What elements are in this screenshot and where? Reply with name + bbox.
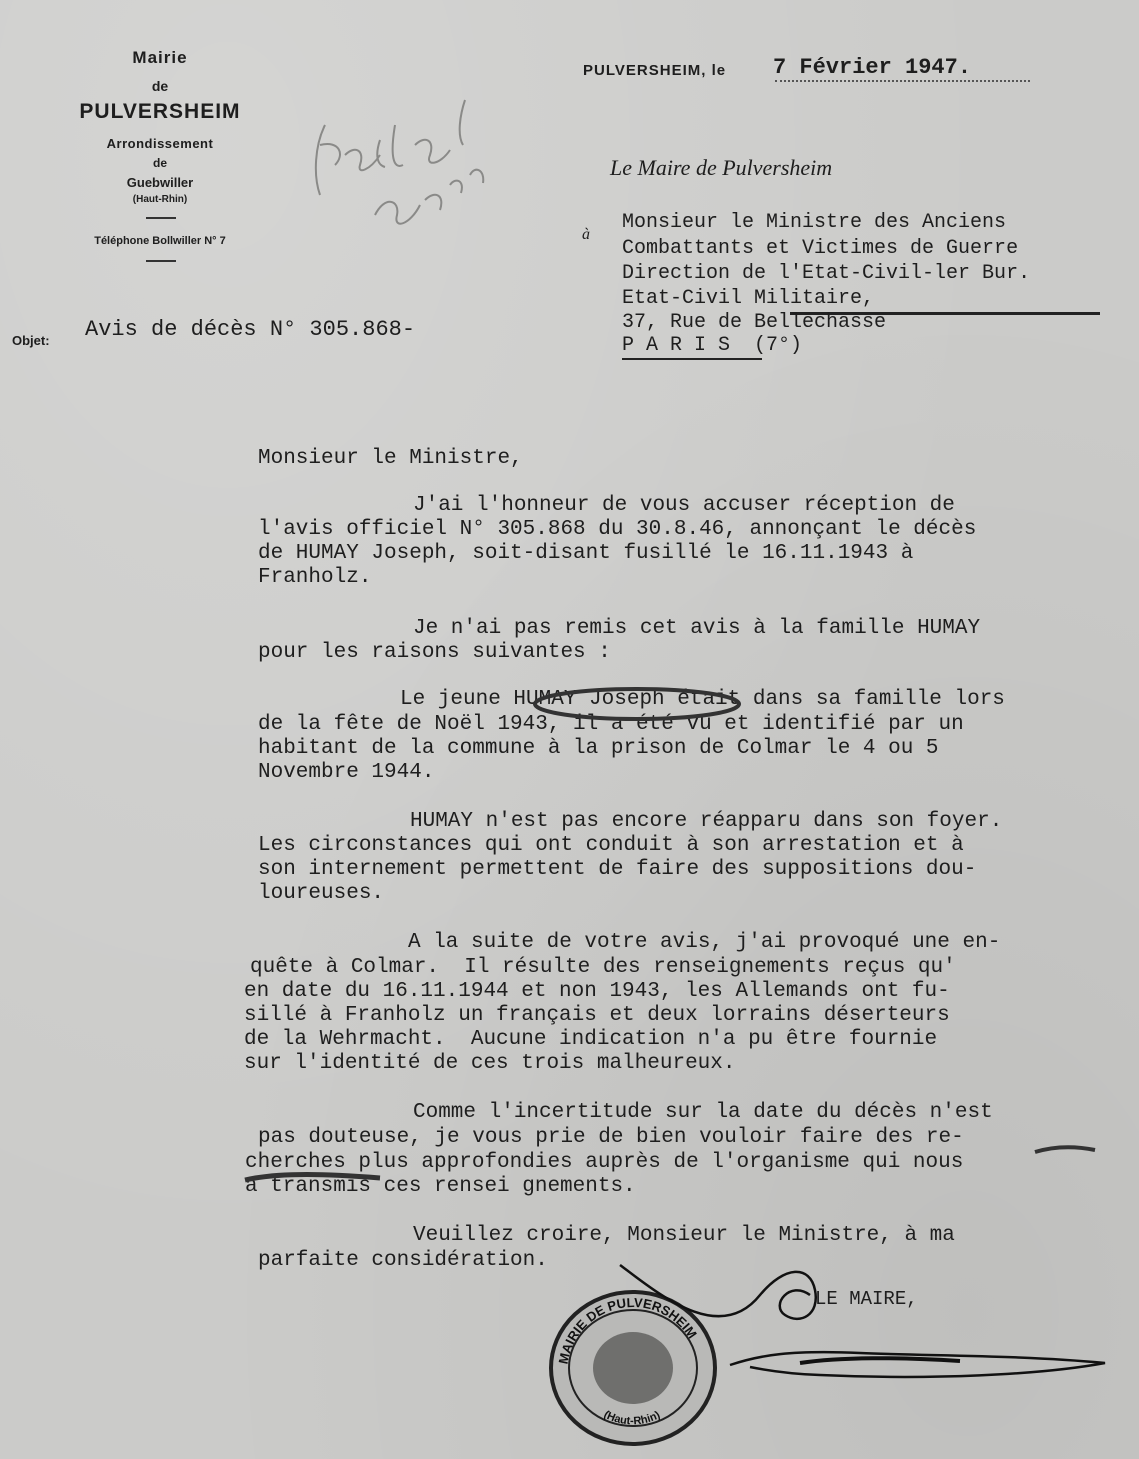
letterhead-divider [146, 260, 176, 262]
body-line: HUMAY n'est pas encore réapparu dans son foyer. [410, 810, 1003, 833]
letterhead-telephone: Téléphone Bollwiller N° 7 [94, 235, 226, 247]
body-line: cherches plus approfondies auprès de l'organisme qui nous [245, 1151, 964, 1174]
recipient-line: 37, Rue de Bellechasse [622, 311, 887, 334]
body-line: parfaite considération. [258, 1249, 548, 1272]
letterhead-town: PULVERSHEIM [79, 100, 241, 123]
recipient-line: Etat-Civil Militaire, [622, 287, 875, 310]
recipient-line: P A R I S (7°) [622, 334, 803, 357]
recipient-line: Direction de l'Etat-Civil-ler Bur. [622, 262, 1031, 285]
body-line: Veuillez croire, Monsieur le Ministre, à ma [413, 1224, 955, 1247]
body-line: en date du 16.11.1944 et non 1943, les Allemands ont fu- [244, 980, 950, 1003]
body-line: son internement permettent de faire des suppositions dou- [258, 858, 977, 881]
recipient-prefix: à [582, 226, 590, 243]
body-line: sur l'identité de ces trois malheureux. [244, 1052, 736, 1075]
body-line: J'ai l'honneur de vous accuser réception de [413, 494, 955, 517]
body-line: de la fête de Noël 1943, il a été vu et identifié par un [258, 713, 964, 736]
body-line: Le jeune HUMAY Joseph était dans sa famille lors [400, 688, 1005, 711]
letterhead-guebwiller: Guebwiller [126, 175, 194, 190]
body-line: A la suite de votre avis, j'ai provoqué une en- [408, 931, 1001, 954]
place-label: PULVERSHEIM, le [583, 62, 727, 79]
paris-underline [622, 358, 762, 360]
pencil-underline-mark [240, 1168, 390, 1188]
body-line: quête à Colmar. Il résulte des renseignements reçus qu' [250, 956, 956, 979]
body-line: l'avis officiel N° 305.868 du 30.8.46, annonçant le décès [258, 518, 977, 541]
body-line: Comme l'incertitude sur la date du décès n'est [413, 1101, 993, 1124]
letterhead-mairie: Mairie [132, 48, 188, 67]
recipient-line: Monsieur le Ministre des Anciens [622, 211, 1007, 234]
body-line: Je n'ai pas remis cet avis à la famille HUMAY [413, 617, 981, 640]
body-line: Les circonstances qui ont conduit à son arrestation et à [258, 834, 964, 857]
seal-top-text: MAIRIE DE PULVERSHEIM [555, 1294, 700, 1366]
sender-title: Le Maire de Pulversheim [610, 155, 833, 180]
signature-title: LE MAIRE, [815, 1288, 918, 1310]
letterhead-haut-rhin: (Haut-Rhin) [132, 194, 188, 205]
handwritten-signature [600, 1235, 1120, 1405]
pencil-annotation [285, 85, 515, 245]
pencil-circle-mark [530, 684, 745, 724]
body-line: sillé à Franholz un français et deux lorrains déserteurs [244, 1004, 950, 1027]
body-line: pour les raisons suivantes : [258, 641, 611, 664]
salutation: Monsieur le Ministre, [258, 447, 523, 470]
body-line: Novembre 1944. [258, 761, 435, 784]
letterhead-arrondissement: Arrondissement [106, 136, 214, 151]
objet-label: Objet: [12, 333, 50, 348]
body-line: de la Wehrmacht. Aucune indication n'a pu être fournie [244, 1028, 938, 1051]
objet-value: Avis de décès N° 305.868- [85, 317, 416, 342]
letterhead-divider [146, 217, 176, 219]
body-line: de HUMAY Joseph, soit-disant fusillé le 16.11.1943 à [258, 542, 914, 565]
body-line: loureuses. [258, 882, 385, 905]
recipient-line: Combattants et Victimes de Guerre [622, 237, 1019, 260]
pencil-underline-mark [1030, 1140, 1100, 1160]
body-line: a transmis ces rensei gnements. [245, 1175, 636, 1198]
letterhead-de-2: de [152, 156, 167, 170]
body-line: Franholz. [258, 566, 372, 589]
letter-date: 7 Février 1947. [773, 55, 972, 80]
body-line: pas douteuse, je vous prie de bien vouloir faire des re- [258, 1126, 964, 1149]
body-line: habitant de la commune à la prison de Colmar le 4 ou 5 [258, 737, 939, 760]
seal-bottom-text: (Haut-Rhin) [601, 1408, 663, 1428]
letterhead-de: de [151, 78, 169, 94]
date-dotted-line [775, 80, 1030, 82]
